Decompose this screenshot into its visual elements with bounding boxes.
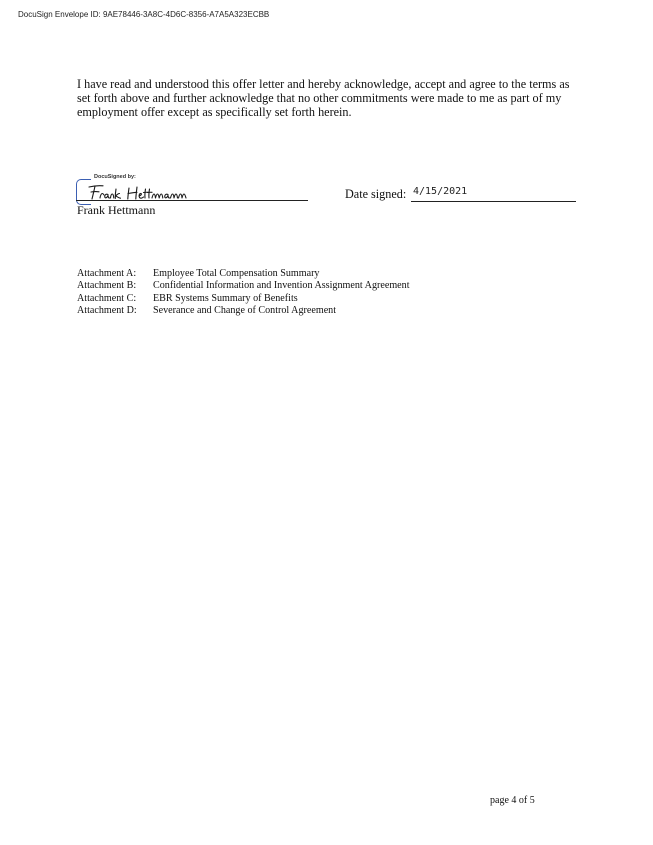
attachment-title: Severance and Change of Control Agreement xyxy=(153,305,337,317)
date-signed-field xyxy=(411,185,576,202)
signature-block xyxy=(76,174,308,222)
attachment-title: Employee Total Compensation Summary xyxy=(153,268,320,279)
attachment-label: Attachment B: xyxy=(77,280,137,292)
attachment-title: EBR Systems Summary of Benefits xyxy=(153,292,298,304)
date-signed-label: Date signed: xyxy=(345,187,407,201)
attachment-label: Attachment D: xyxy=(77,305,137,317)
attachments-list xyxy=(77,268,410,318)
attachment-label: Attachment A: xyxy=(77,268,137,279)
signature-line xyxy=(76,200,308,201)
attachment-title: Confidential Information and Invention Assignment Agreement xyxy=(153,280,410,292)
printed-name: Frank Hettmann xyxy=(77,203,156,217)
attachment-row xyxy=(77,280,410,292)
docusigned-by-caption: DocuSigned by: xyxy=(94,174,136,180)
page-number: page 4 of 5 xyxy=(490,795,535,806)
attachment-label: Attachment C: xyxy=(77,292,137,304)
attachment-row xyxy=(77,268,410,280)
attachment-row xyxy=(77,293,410,305)
envelope-id-header: DocuSign Envelope ID: 9AE78446-3A8C-4D6C-8356-A7A5A323ECBB xyxy=(18,10,270,19)
attachment-row xyxy=(77,305,410,317)
acknowledgment-paragraph: I have read and understood this offer letter and hereby acknowledge, accept and agree to the terms as set forth above and further acknowledge that no other commitments were made to me as part of my employment offer except as specifically set forth herein. xyxy=(77,77,570,119)
date-signed-value: 4/15/2021 xyxy=(413,186,468,197)
